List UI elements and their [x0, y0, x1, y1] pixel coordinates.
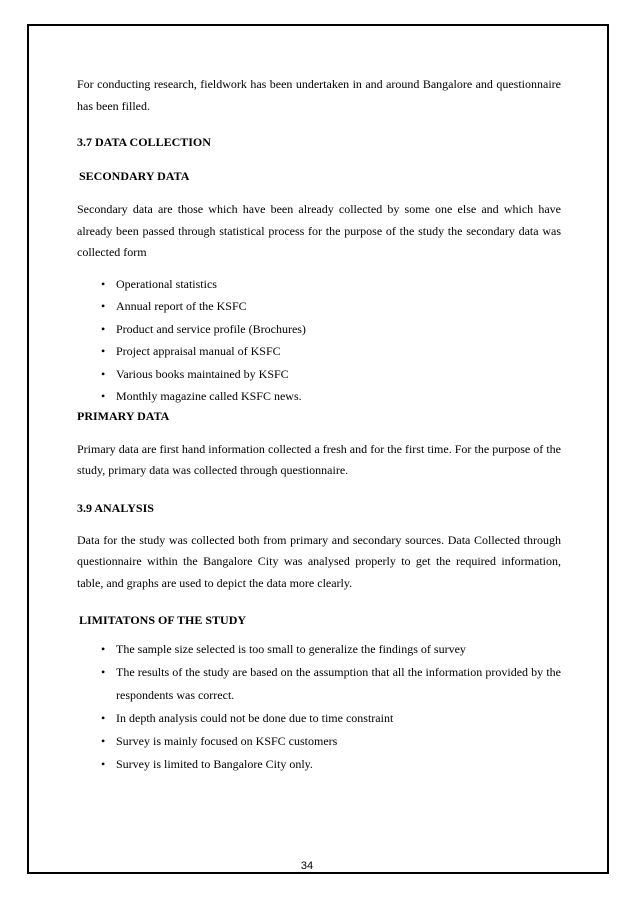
list-item: • Annual report of the KSFC — [101, 295, 561, 318]
bullet-icon: • — [101, 366, 106, 381]
list-item: • Product and service profile (Brochures) — [101, 318, 561, 341]
bullet-icon: • — [101, 344, 106, 358]
secondary-sources-list — [77, 273, 561, 408]
list-item: • Project appraisal manual of KSFC — [101, 340, 561, 363]
data-collection-heading: 3.7 DATA COLLECTION — [77, 135, 211, 149]
intro-paragraph: For conducting research, fieldwork has been undertaken in and around Bangalore and questionnaire has been filled. — [77, 77, 561, 113]
list-item: • The sample size selected is too small to generalize the findings of survey — [101, 638, 561, 661]
analysis-paragraph: Data for the study was collected both from primary and secondary sources. Data Collected through questionnaire within the Bangalore City was analysed properly to get the required information, table, and graphs are used to depict the data more clearly. — [77, 532, 561, 590]
list-item: • In depth analysis could not be done due to time constraint — [101, 707, 561, 730]
list-item: • Monthly magazine called KSFC news. — [101, 385, 561, 408]
document-body — [77, 74, 561, 872]
list-item: • The results of the study are based on the assumption that all the information provided by the respondents was correct. — [101, 661, 561, 707]
limitations-list — [77, 638, 561, 776]
primary-data-paragraph: Primary data are first hand information collected a fresh and for the first time. For the purpose of the study, primary data was collected through questionnaire. — [77, 441, 561, 477]
bullet-icon: • — [101, 734, 106, 748]
bullet-icon: • — [101, 299, 106, 313]
bullet-icon: • — [101, 389, 106, 403]
bullet-icon: • — [101, 711, 106, 725]
primary-data-heading: PRIMARY DATA — [77, 408, 170, 423]
list-item: • Survey is mainly focused on KSFC customers — [101, 730, 561, 753]
analysis-heading: 3.9 ANALYSIS — [77, 500, 154, 515]
secondary-data-heading: SECONDARY DATA — [79, 169, 190, 183]
list-item: • Operational statistics — [101, 273, 561, 296]
limitations-heading: LIMITATONS OF THE STUDY — [79, 613, 247, 627]
bullet-icon: • — [101, 642, 106, 656]
bullet-icon: • — [101, 276, 106, 291]
list-item: • Survey is limited to Bangalore City only. — [101, 753, 561, 776]
bullet-icon: • — [101, 757, 106, 771]
bullet-icon: • — [101, 321, 106, 336]
bullet-icon: • — [101, 665, 106, 679]
secondary-data-paragraph: Secondary data are those which have been already collected by some one else and which have already been passed through statistical process for the purpose of the study the secondary data was collected form — [77, 202, 561, 259]
page-number: 34 — [300, 860, 314, 872]
list-item: • Various books maintained by KSFC — [101, 363, 561, 386]
